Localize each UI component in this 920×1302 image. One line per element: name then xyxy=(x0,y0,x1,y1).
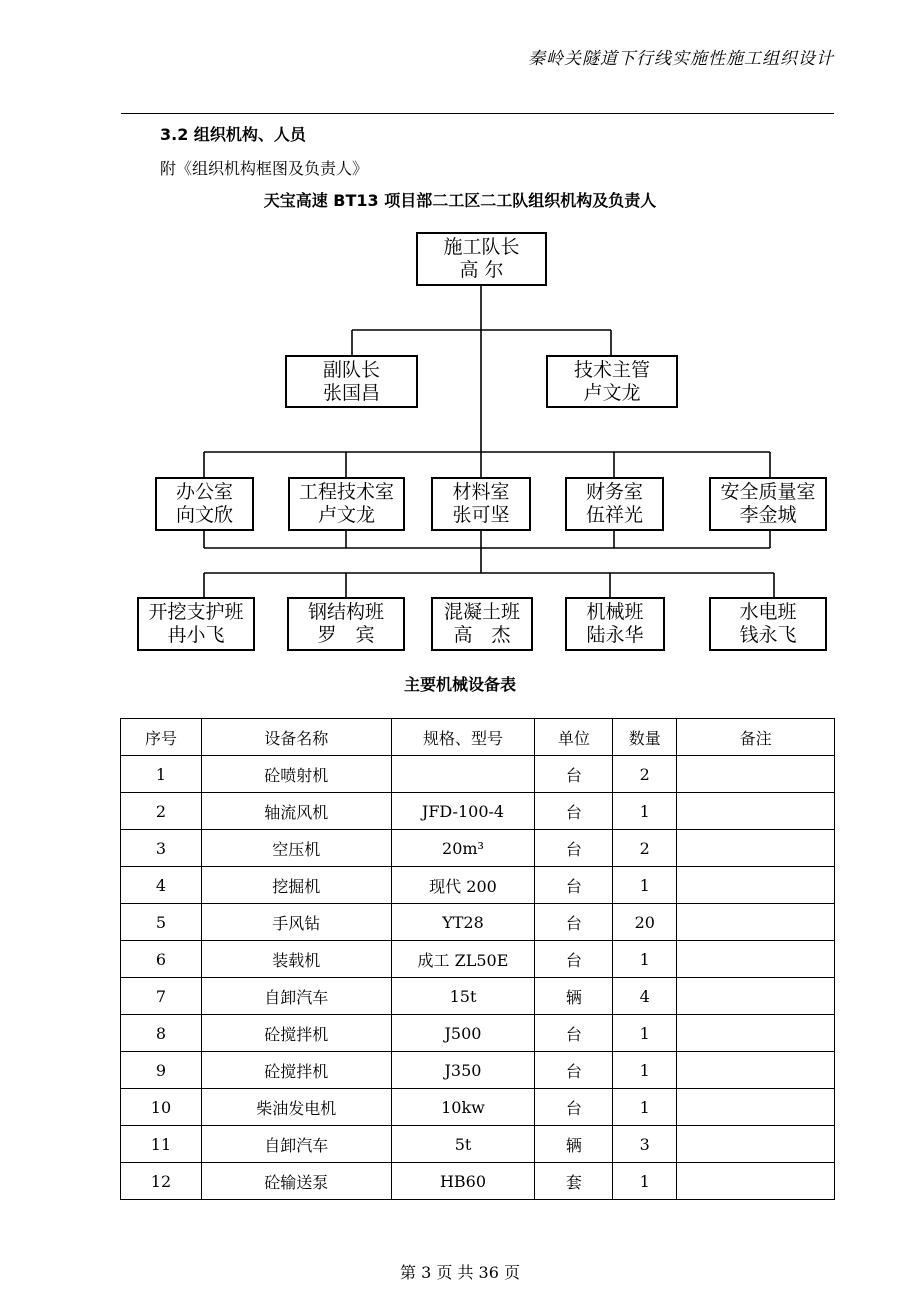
equipment-name-cell: 空压机 xyxy=(201,830,391,867)
unit-cell: 辆 xyxy=(535,978,613,1015)
spec-model-cell: 5t xyxy=(391,1126,535,1163)
row-number-cell: 2 xyxy=(121,793,202,830)
org-person: 伍祥光 xyxy=(585,504,643,526)
unit-cell: 台 xyxy=(535,756,613,793)
org-role: 钢结构班 xyxy=(307,601,384,623)
table-row xyxy=(121,1126,835,1163)
row-number-cell: 1 xyxy=(121,756,202,793)
quantity-cell: 4 xyxy=(613,978,677,1015)
org-box-technical-lead xyxy=(546,355,678,408)
quantity-cell: 20 xyxy=(613,904,677,941)
remarks-cell xyxy=(677,793,835,830)
table-row xyxy=(121,793,835,830)
org-role: 办公室 xyxy=(175,481,233,503)
quantity-cell: 1 xyxy=(613,1015,677,1052)
org-box-deputy-leader xyxy=(285,355,418,408)
table-row xyxy=(121,867,835,904)
org-chart-title: 天宝高速 BT13 项目部二工区二工队组织机构及负责人 xyxy=(263,191,657,210)
quantity-cell: 1 xyxy=(613,1052,677,1089)
spec-model-cell: 10kw xyxy=(391,1089,535,1126)
table-row xyxy=(121,1163,835,1200)
unit-cell: 套 xyxy=(535,1163,613,1200)
spec-model-cell: 15t xyxy=(391,978,535,1015)
row-number-cell: 8 xyxy=(121,1015,202,1052)
remarks-cell xyxy=(677,867,835,904)
org-role: 安全质量室 xyxy=(720,481,816,503)
table-row xyxy=(121,904,835,941)
table-row xyxy=(121,978,835,1015)
spec-model-cell: HB60 xyxy=(391,1163,535,1200)
remarks-cell xyxy=(677,904,835,941)
remarks-cell xyxy=(677,830,835,867)
unit-cell: 台 xyxy=(535,1015,613,1052)
row-number-cell: 10 xyxy=(121,1089,202,1126)
row-number-cell: 11 xyxy=(121,1126,202,1163)
unit-cell: 台 xyxy=(535,1052,613,1089)
org-role: 材料室 xyxy=(452,481,510,503)
org-box-water-electric-team xyxy=(709,597,827,651)
quantity-cell: 1 xyxy=(613,793,677,830)
equipment-name-cell: 砼搅拌机 xyxy=(201,1015,391,1052)
org-role: 工程技术室 xyxy=(298,481,394,503)
equipment-name-cell: 柴油发电机 xyxy=(201,1089,391,1126)
org-person: 高 尔 xyxy=(459,259,504,281)
org-person: 罗 宾 xyxy=(317,624,375,646)
unit-cell: 台 xyxy=(535,941,613,978)
spec-model-cell: 现代 200 xyxy=(391,867,535,904)
table-row xyxy=(121,756,835,793)
spec-model-cell: J500 xyxy=(391,1015,535,1052)
table-row xyxy=(121,1089,835,1126)
quantity-cell: 1 xyxy=(613,867,677,904)
attachment-note: 附《组织机构框图及负责人》 xyxy=(160,159,369,178)
unit-cell: 台 xyxy=(535,904,613,941)
unit-cell: 台 xyxy=(535,793,613,830)
unit-cell: 台 xyxy=(535,867,613,904)
page-footer: 第 3 页 共 36 页 xyxy=(400,1263,520,1282)
equipment-name-cell: 手风钻 xyxy=(201,904,391,941)
quantity-cell: 1 xyxy=(613,1089,677,1126)
remarks-cell xyxy=(677,756,835,793)
remarks-cell xyxy=(677,941,835,978)
equipment-name-cell: 自卸汽车 xyxy=(201,978,391,1015)
spec-model-cell: 20m³ xyxy=(391,830,535,867)
org-person: 高 杰 xyxy=(453,624,511,646)
org-box-office xyxy=(155,477,254,531)
row-number-cell: 12 xyxy=(121,1163,202,1200)
org-role: 混凝土班 xyxy=(443,601,520,623)
equipment-name-cell: 装载机 xyxy=(201,941,391,978)
equipment-name-cell: 砼搅拌机 xyxy=(201,1052,391,1089)
spec-model-cell: 成工 ZL50E xyxy=(391,941,535,978)
column-header: 设备名称 xyxy=(201,719,391,756)
column-header: 数量 xyxy=(613,719,677,756)
table-row xyxy=(121,941,835,978)
equipment-table-title: 主要机械设备表 xyxy=(403,675,516,694)
table-row xyxy=(121,830,835,867)
table-row xyxy=(121,1015,835,1052)
quantity-cell: 1 xyxy=(613,1163,677,1200)
org-box-leader xyxy=(416,232,547,286)
spec-model-cell xyxy=(391,756,535,793)
org-role: 开挖支护班 xyxy=(148,601,244,623)
org-box-finance-office xyxy=(565,477,664,531)
org-role: 机械班 xyxy=(586,601,644,623)
org-box-excavation-team xyxy=(137,597,255,651)
org-person: 冉小飞 xyxy=(167,624,225,646)
row-number-cell: 7 xyxy=(121,978,202,1015)
org-person: 钱永飞 xyxy=(739,624,797,646)
org-person: 陆永华 xyxy=(586,624,644,646)
org-person: 卢文龙 xyxy=(583,381,641,404)
row-number-cell: 5 xyxy=(121,904,202,941)
equipment-name-cell: 自卸汽车 xyxy=(201,1126,391,1163)
equipment-name-cell: 轴流风机 xyxy=(201,793,391,830)
quantity-cell: 3 xyxy=(613,1126,677,1163)
remarks-cell xyxy=(677,1089,835,1126)
section-heading: 3.2 组织机构、人员 xyxy=(160,125,306,144)
unit-cell: 台 xyxy=(535,1089,613,1126)
column-header: 规格、型号 xyxy=(391,719,535,756)
org-role: 财务室 xyxy=(585,481,643,503)
unit-cell: 台 xyxy=(535,830,613,867)
org-box-concrete-team xyxy=(431,597,533,651)
org-role: 水电班 xyxy=(739,601,797,623)
row-number-cell: 3 xyxy=(121,830,202,867)
column-header: 单位 xyxy=(535,719,613,756)
quantity-cell: 2 xyxy=(613,756,677,793)
org-role: 副队长 xyxy=(322,358,380,381)
org-box-engineering-office xyxy=(288,477,405,531)
org-person: 向文欣 xyxy=(175,504,233,526)
org-role: 技术主管 xyxy=(573,358,650,381)
column-header: 序号 xyxy=(121,719,202,756)
org-person: 卢文龙 xyxy=(317,504,375,526)
quantity-cell: 1 xyxy=(613,941,677,978)
table-row xyxy=(121,1052,835,1089)
equipment-name-cell: 砼喷射机 xyxy=(201,756,391,793)
remarks-cell xyxy=(677,1015,835,1052)
equipment-table xyxy=(120,718,835,1200)
equipment-name-cell: 挖掘机 xyxy=(201,867,391,904)
remarks-cell xyxy=(677,978,835,1015)
column-header: 备注 xyxy=(677,719,835,756)
org-box-materials-office xyxy=(431,477,531,531)
org-person: 张可坚 xyxy=(452,504,510,526)
equipment-table-body xyxy=(121,756,835,1200)
row-number-cell: 4 xyxy=(121,867,202,904)
document-header-title: 秦岭关隧道下行线实施性施工组织设计 xyxy=(528,49,834,69)
spec-model-cell: YT28 xyxy=(391,904,535,941)
spec-model-cell: J350 xyxy=(391,1052,535,1089)
org-person: 李金城 xyxy=(739,504,797,526)
org-box-steel-structure-team xyxy=(287,597,405,651)
org-box-safety-quality-office xyxy=(709,477,827,531)
remarks-cell xyxy=(677,1163,835,1200)
equipment-name-cell: 砼输送泵 xyxy=(201,1163,391,1200)
remarks-cell xyxy=(677,1052,835,1089)
table-header-row xyxy=(121,719,835,756)
org-box-machinery-team xyxy=(565,597,665,651)
unit-cell: 辆 xyxy=(535,1126,613,1163)
quantity-cell: 2 xyxy=(613,830,677,867)
org-role: 施工队长 xyxy=(443,236,520,258)
row-number-cell: 9 xyxy=(121,1052,202,1089)
org-person: 张国昌 xyxy=(322,381,380,404)
row-number-cell: 6 xyxy=(121,941,202,978)
remarks-cell xyxy=(677,1126,835,1163)
spec-model-cell: JFD-100-4 xyxy=(391,793,535,830)
